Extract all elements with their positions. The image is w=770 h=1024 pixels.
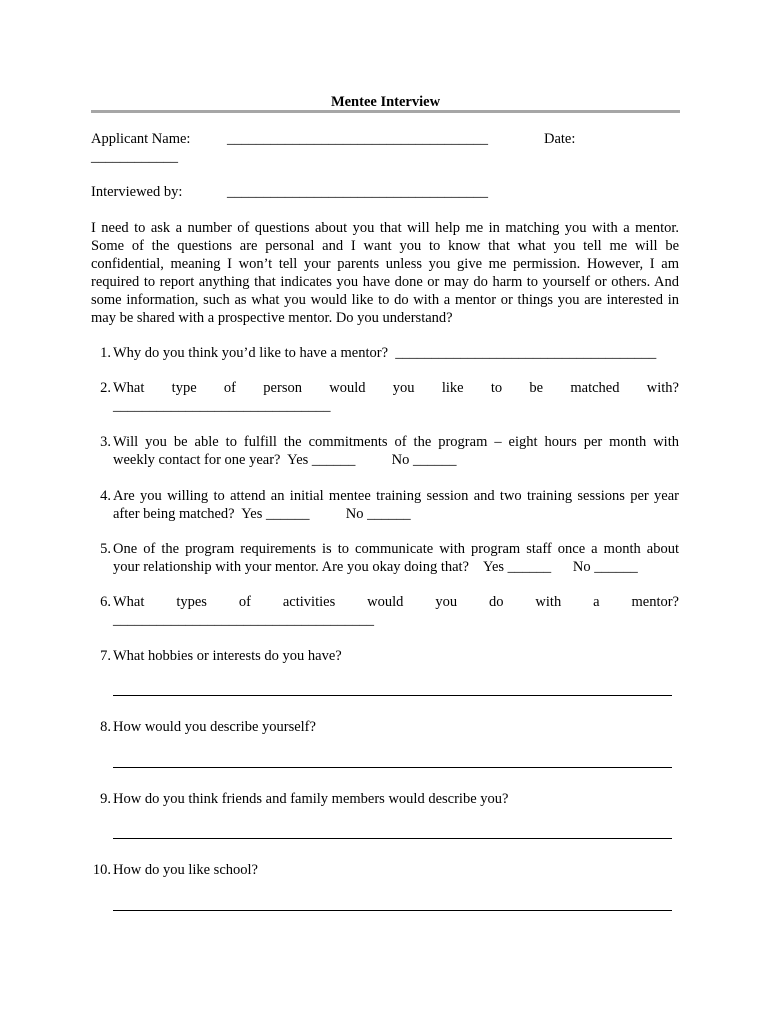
question-6 <box>91 593 679 629</box>
yes-no-answer[interactable]: your relationship with your mentor. Are you okay doing that? Yes ______ No ______ <box>113 559 638 575</box>
question-text: What types of activities would you do with a mentor? <box>113 594 679 610</box>
date-field[interactable]: ____________ <box>91 149 178 165</box>
question-text: How would you describe yourself? <box>113 719 316 735</box>
question-number: 10. <box>92 862 111 878</box>
question-8 <box>91 718 679 736</box>
question-number: 4. <box>100 488 111 504</box>
applicant-name-label: Applicant Name: <box>91 131 191 147</box>
question-7 <box>91 647 679 665</box>
question-number: 3. <box>100 434 111 450</box>
answer-line[interactable] <box>113 838 672 839</box>
question-number: 2. <box>100 380 111 396</box>
interviewed-by-field[interactable]: ____________________________________ <box>227 184 488 200</box>
interviewed-by-label: Interviewed by: <box>91 184 183 200</box>
question-text: Will you be able to fulfill the commitments of the program – eight hours per month with <box>113 434 679 450</box>
question-text: Are you willing to attend an initial mentee training session and two training sessions per year <box>113 488 679 504</box>
question-2 <box>91 379 679 415</box>
question-number: 7. <box>100 648 111 664</box>
question-5 <box>91 540 679 576</box>
answer-line[interactable] <box>113 767 672 768</box>
yes-no-answer[interactable]: weekly contact for one year? Yes ______ No ______ <box>113 452 457 468</box>
document-title: Mentee Interview <box>330 94 441 110</box>
question-text: What hobbies or interests do you have? <box>113 648 342 664</box>
question-9 <box>91 790 679 808</box>
question-number: 5. <box>100 541 111 557</box>
question-text: How do you like school? <box>113 862 258 878</box>
answer-blank[interactable]: ______________________________ <box>113 398 331 414</box>
question-4 <box>91 487 679 523</box>
date-label: Date: <box>544 131 576 147</box>
answer-line[interactable] <box>113 910 672 911</box>
yes-no-answer[interactable]: after being matched? Yes ______ No ______ <box>113 506 411 522</box>
question-number: 8. <box>100 719 111 735</box>
intro-paragraph: I need to ask a number of questions about you that will help me in matching you with a mentor. Some of the questions are personal and I want you to know that what you tell me will be confidential, meaning I won’t tell your parents unless you give me permission. However, I am required to report anything that indicates you have done or may do harm to yourself or others. And some information, such as what you would like to do with a mentor or things you are interested in may be shared with a prospective mentor. Do you understand? <box>91 220 679 327</box>
question-text: How do you think friends and family members would describe you? <box>113 791 509 807</box>
question-number: 9. <box>100 791 111 807</box>
answer-blank[interactable]: ____________________________________ <box>113 612 374 628</box>
applicant-name-field[interactable]: ____________________________________ <box>227 131 488 147</box>
answer-line[interactable] <box>113 695 672 696</box>
question-text[interactable]: Why do you think you’d like to have a mentor? ____________________________________ <box>113 345 657 361</box>
question-10 <box>91 861 679 879</box>
question-number: 6. <box>100 594 111 610</box>
question-text: What type of person would you like to be matched with? <box>113 380 679 396</box>
question-number: 1. <box>100 345 111 361</box>
question-1 <box>91 344 679 362</box>
title-divider <box>91 110 680 113</box>
question-text: One of the program requirements is to communicate with program staff once a month about <box>113 541 679 557</box>
question-3 <box>91 433 679 469</box>
